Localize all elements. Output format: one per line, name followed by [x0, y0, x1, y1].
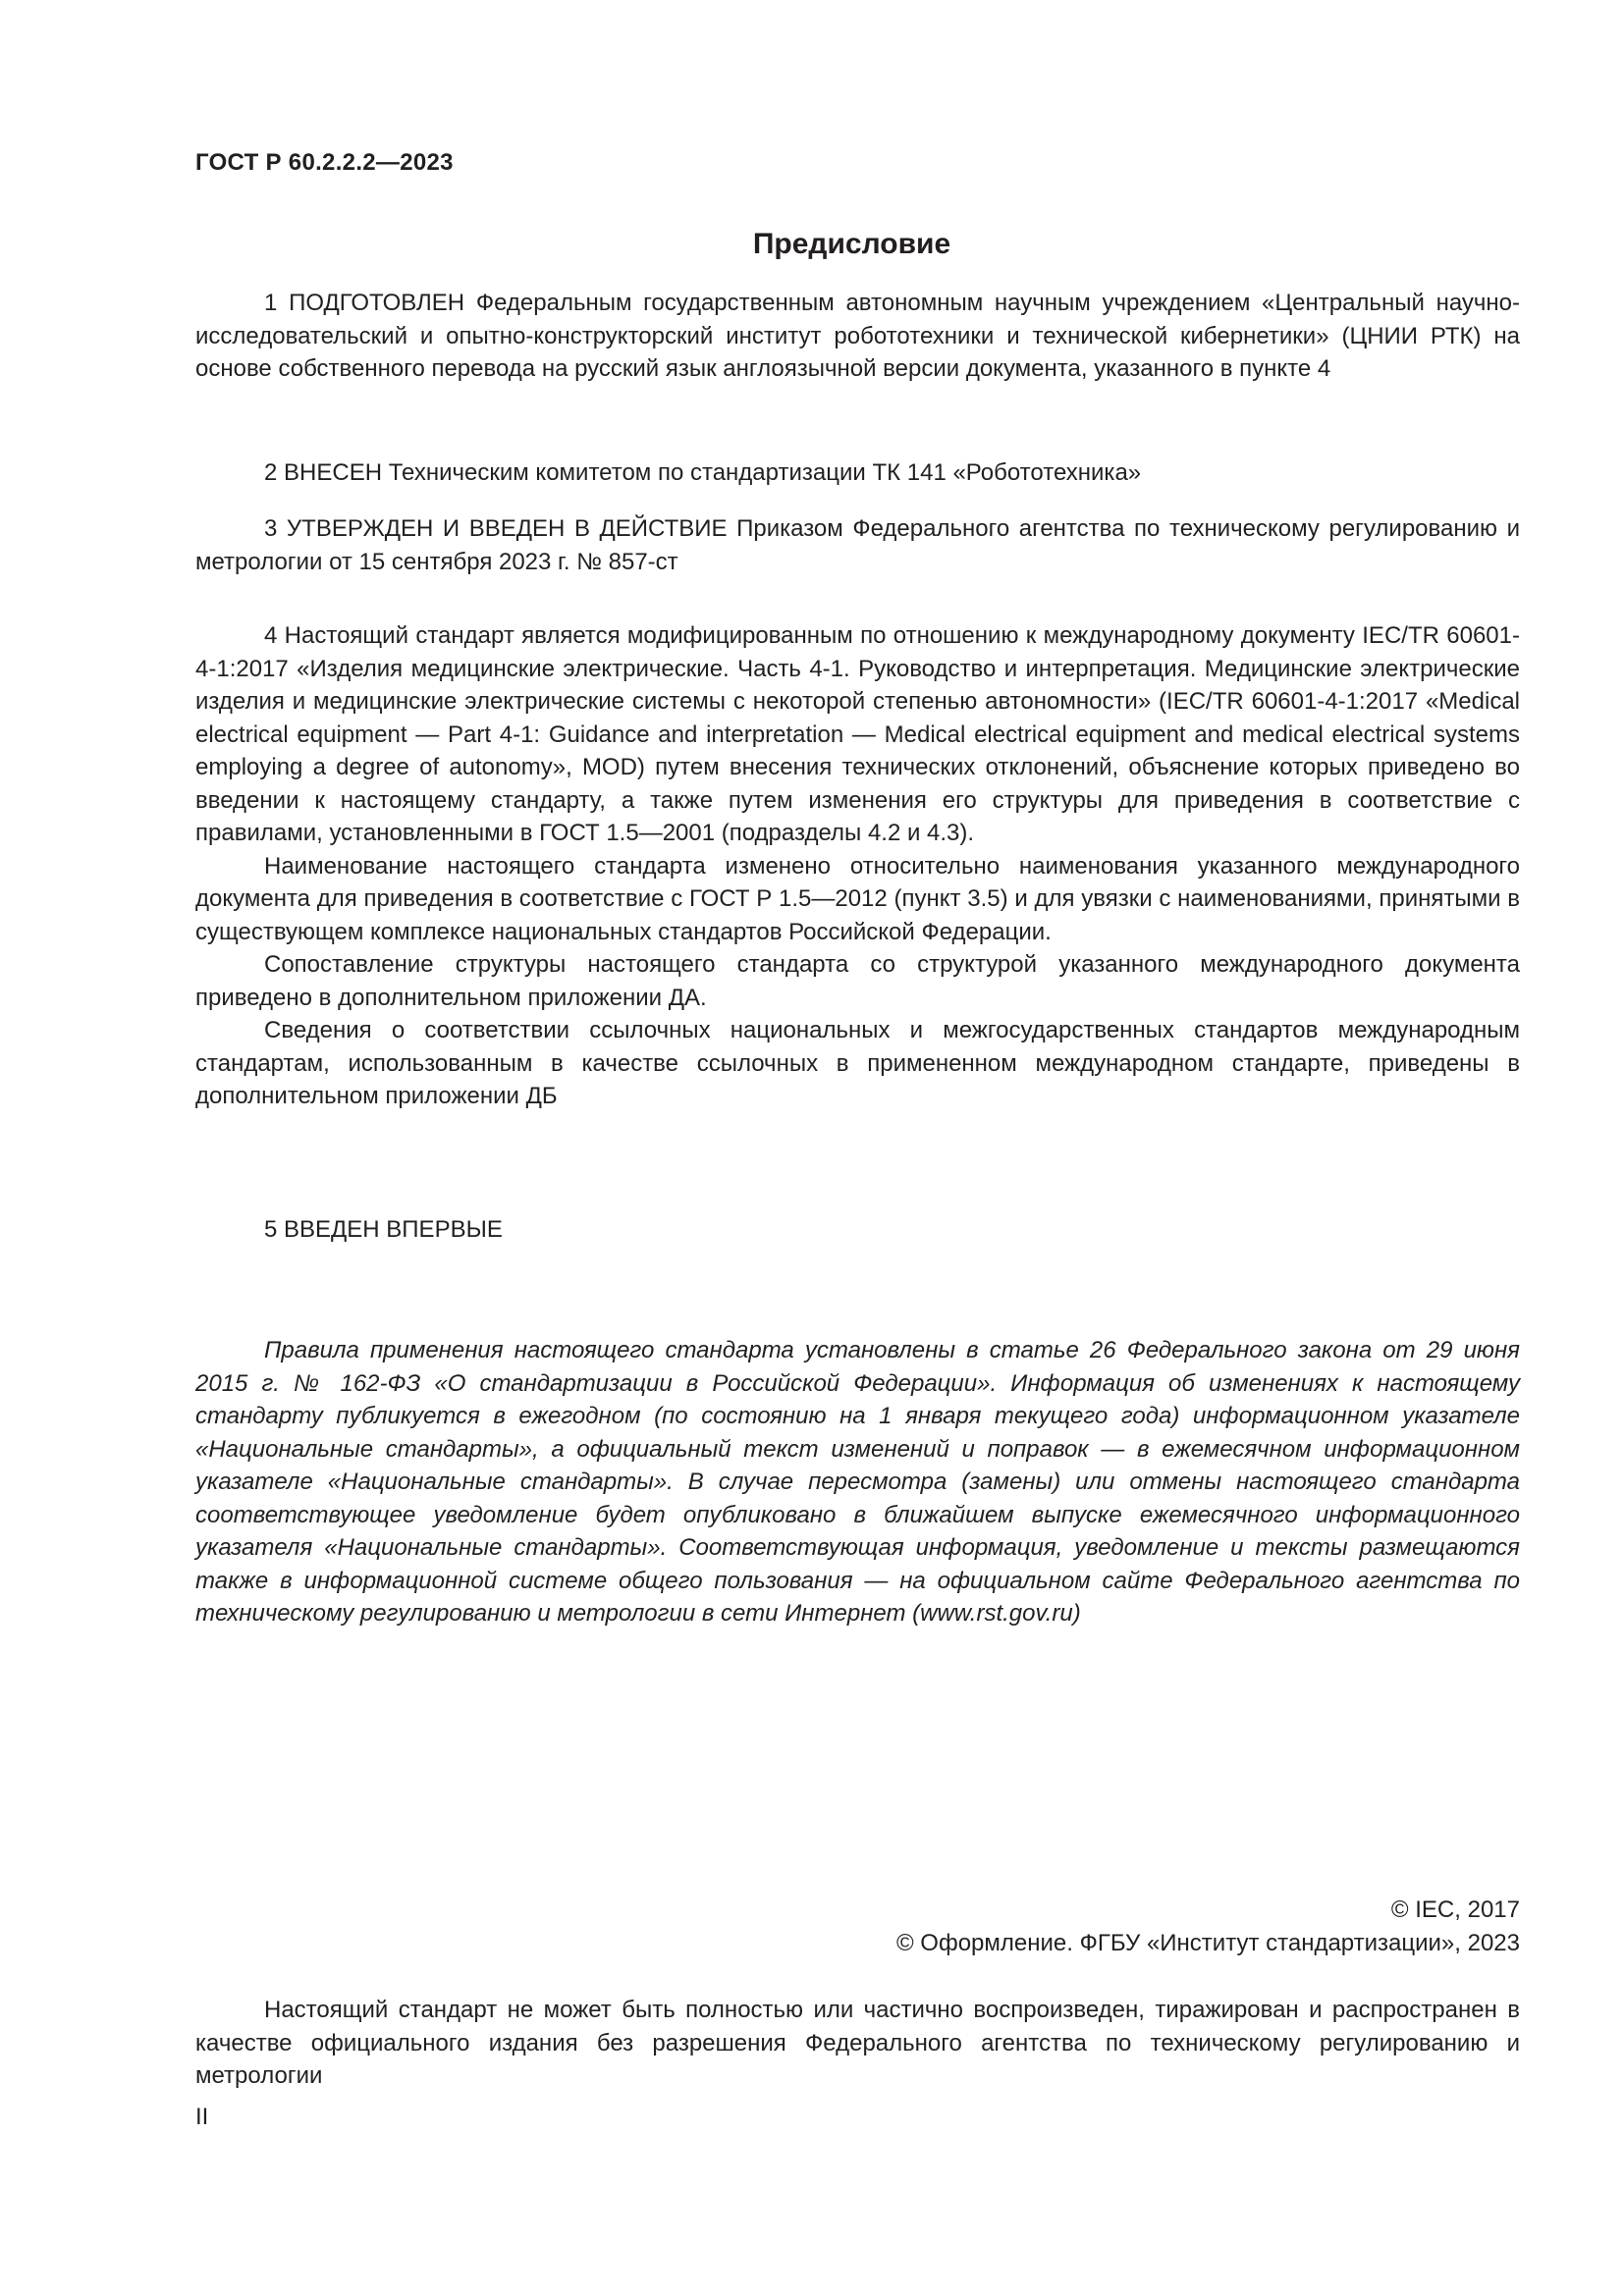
copyright-iec: © IEC, 2017	[1390, 1896, 1520, 1923]
reproduction-notice: Настоящий стандарт не может быть полностью или частично воспроизведен, тиражирован и распространен в качестве официального издания без разрешения Федерального агентства по техническому регулированию и метрологии	[195, 1997, 1520, 2089]
preface-item-4-references: Сведения о соответствии ссылочных национальных и межгосударственных стандартов международным стандартам, использованным в качестве ссылочных в примененном международном стандарте, приведены в дополнительном приложении ДБ	[195, 1017, 1520, 1109]
preface-item-1-text: 1 ПОДГОТОВЛЕН Федеральным государственным автономным научным учреждением «Центральный научно-исследовательский и опытно-конструкторский институт робототехники и технической кибернетики» (ЦНИИ РТК) на основе собственного перевода на русский язык англоязычной версии документа, указанного в пункте 4	[195, 290, 1520, 382]
page-title: Предисловие	[752, 228, 951, 260]
preface-item-4	[195, 619, 1520, 1113]
preface-item-3	[195, 512, 1520, 578]
preface-item-2	[195, 456, 1520, 490]
copyright-block	[896, 1894, 1520, 1959]
copyright-design: © Оформление. ФГБУ «Институт стандартизации», 2023	[895, 1929, 1520, 1956]
preface-item-5-text: 5 ВВЕДЕН ВПЕРВЫЕ	[264, 1216, 503, 1243]
preface-item-4-name-change: Наименование настоящего стандарта изменено относительно наименования указанного международного документа для приведения в соответствие с ГОСТ Р 1.5—2012 (пункт 3.5) и для увязки с наименованиями, принятыми в существующем комплексе национальных стандартов Российской Федерации.	[195, 852, 1520, 945]
page-number: II	[195, 2104, 209, 2130]
preface-item-3-text: 3 УТВЕРЖДЕН И ВВЕДЕН В ДЕЙСТВИЕ Приказом Федерального агентства по техническому регулированию и метрологии от 15 сентября 2023 г. № 857-ст	[195, 515, 1520, 575]
preface-item-1	[195, 287, 1520, 386]
preface-item-4-text: 4 Настоящий стандарт является модифицированным по отношению к международному документу IEC/TR 60601-4-1:2017 «Изделия медицинские электрические. Часть 4-1. Руководство и интерпретация. Медицинские электрические изделия и медицинские электрические системы с некоторой степенью автономности» (IEC/TR 60601-4-1:2017 «Medical electrical equipment — Part 4-1: Guidance and interpretation — Medical electrical equipment and medical electrical systems employing a degree of autonomy», MOD) путем внесения технических отклонений, объяснение которых приведено во введении к настоящему стандарту, а также путем изменения его структуры для приведения в соответствие с правилами, установленными в ГОСТ 1.5—2001 (подразделы 4.2 и 4.3).	[195, 622, 1520, 846]
preface-item-2-text: 2 ВНЕСЕН Техническим комитетом по стандартизации ТК 141 «Робототехника»	[264, 459, 1142, 486]
running-header: ГОСТ Р 60.2.2.2—2023	[195, 149, 454, 176]
rules-notice: Правила применения настоящего стандарта установлены в статье 26 Федерального закона от 29 июня 2015 г. № 162-ФЗ «О стандартизации в Российской Федерации». Информация об изменениях к настоящему стандарту публикуется в ежегодном (по состоянию на 1 января текущего года) информационном указателе «Национальные стандарты», а официальный текст изменений и поправок — в ежемесячном информационном указателе «Национальные стандарты». В случае пересмотра (замены) или отмены настоящего стандарта соответствующее уведомление будет опубликовано в ближайшем выпуске ежемесячного информационного указателя «Национальные стандарты». Соответствующая информация, уведомление и тексты размещаются также в информационной системе общего пользования — на официальном сайте Федерального агентства по техническому регулированию и метрологии в сети Интернет (www.rst.gov.ru)	[195, 1337, 1520, 1627]
preface-item-5	[195, 1213, 1520, 1247]
preface-item-4-structure: Сопоставление структуры настоящего стандарта со структурой указанного международного документа приведено в дополнительном приложении ДА.	[195, 951, 1520, 1011]
